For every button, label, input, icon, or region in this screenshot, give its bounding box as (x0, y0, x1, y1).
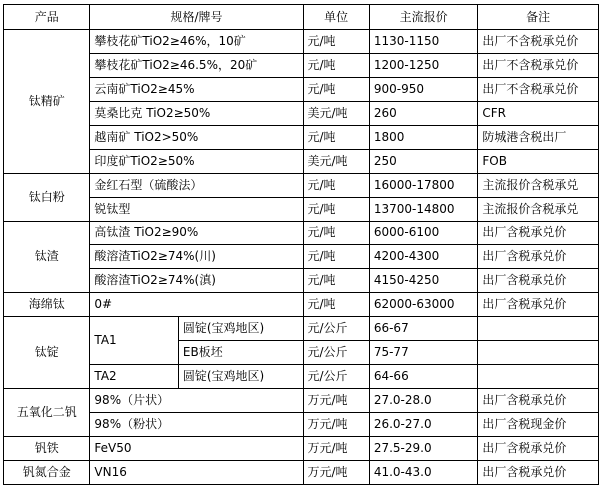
spec-cell: 圆锭(宝鸡地区) (178, 365, 303, 389)
price-cell: 1200-1250 (369, 53, 478, 77)
unit-cell: 元/吨 (303, 245, 369, 269)
table-body (4, 30, 599, 485)
note-cell: CFR (478, 101, 599, 125)
table-row (4, 53, 599, 77)
price-table (3, 4, 599, 485)
unit-cell: 元/吨 (303, 53, 369, 77)
spec-cell: 锐钛型 (90, 197, 303, 221)
note-cell (478, 365, 599, 389)
note-cell: 出厂含税现金价 (478, 413, 599, 437)
unit-cell: 元/吨 (303, 269, 369, 293)
spec-cell: 越南矿 TiO2>50% (90, 125, 303, 149)
table-row (4, 125, 599, 149)
table-row (4, 221, 599, 245)
header-price: 主流报价 (369, 5, 478, 30)
note-cell: 出厂含税承兑价 (478, 221, 599, 245)
spec-cell: 98%（粉状） (90, 413, 303, 437)
table-row (4, 149, 599, 173)
price-cell: 250 (369, 149, 478, 173)
table-row (4, 365, 599, 389)
price-cell: 66-67 (369, 317, 478, 341)
unit-cell: 万元/吨 (303, 436, 369, 460)
table-row (4, 317, 599, 341)
table-row (4, 245, 599, 269)
unit-cell: 美元/吨 (303, 101, 369, 125)
spec-cell: VN16 (90, 460, 303, 484)
spec-cell: 云南矿TiO2≥45% (90, 77, 303, 101)
price-cell: 27.0-28.0 (369, 389, 478, 413)
price-cell: 16000-17800 (369, 173, 478, 197)
price-cell: 6000-6100 (369, 221, 478, 245)
spec-cell: EB板坯 (178, 341, 303, 365)
spec-cell: 98%（片状） (90, 389, 303, 413)
spec-cell: 攀枝花矿TiO2≥46.5%，20矿 (90, 53, 303, 77)
table-row (4, 77, 599, 101)
table-row (4, 293, 599, 317)
note-cell: 出厂含税承兑价 (478, 460, 599, 484)
spec-cell: 酸溶渣TiO2≥74%(川) (90, 245, 303, 269)
price-cell: 1130-1150 (369, 30, 478, 54)
spec-cell: 圆锭(宝鸡地区) (178, 317, 303, 341)
table-row (4, 197, 599, 221)
price-cell: 900-950 (369, 77, 478, 101)
grade-cell: TA1 (90, 317, 178, 365)
price-cell: 4150-4250 (369, 269, 478, 293)
table-row (4, 389, 599, 413)
spec-cell: 0# (90, 293, 303, 317)
price-cell: 27.5-29.0 (369, 436, 478, 460)
price-cell: 62000-63000 (369, 293, 478, 317)
unit-cell: 万元/吨 (303, 389, 369, 413)
price-cell: 26.0-27.0 (369, 413, 478, 437)
table-row (4, 413, 599, 437)
unit-cell: 元/吨 (303, 197, 369, 221)
table-row (4, 436, 599, 460)
note-cell: 出厂不含税承兑价 (478, 53, 599, 77)
note-cell: FOB (478, 149, 599, 173)
unit-cell: 元/公斤 (303, 317, 369, 341)
spec-cell: 印度矿TiO2≥50% (90, 149, 303, 173)
note-cell: 主流报价含税承兑 (478, 197, 599, 221)
product-category: 钒铁 (4, 436, 90, 460)
unit-cell: 万元/吨 (303, 460, 369, 484)
unit-cell: 元/公斤 (303, 365, 369, 389)
note-cell: 出厂不含税承兑价 (478, 77, 599, 101)
price-cell: 4200-4300 (369, 245, 478, 269)
table-header-row (4, 5, 599, 30)
table-row (4, 30, 599, 54)
note-cell: 出厂不含税承兑价 (478, 30, 599, 54)
header-unit: 单位 (303, 5, 369, 30)
note-cell: 出厂含税承兑价 (478, 293, 599, 317)
price-cell: 75-77 (369, 341, 478, 365)
unit-cell: 元/吨 (303, 30, 369, 54)
product-category: 钛渣 (4, 221, 90, 293)
unit-cell: 元/吨 (303, 293, 369, 317)
note-cell: 出厂含税承兑价 (478, 389, 599, 413)
price-cell: 41.0-43.0 (369, 460, 478, 484)
price-cell: 1800 (369, 125, 478, 149)
table-row (4, 460, 599, 484)
unit-cell: 元/吨 (303, 125, 369, 149)
price-cell: 64-66 (369, 365, 478, 389)
note-cell: 出厂含税承兑价 (478, 269, 599, 293)
unit-cell: 美元/吨 (303, 149, 369, 173)
spec-cell: 高钛渣 TiO2≥90% (90, 221, 303, 245)
spec-cell: 攀枝花矿TiO2≥46%，10矿 (90, 30, 303, 54)
note-cell (478, 341, 599, 365)
table-row (4, 173, 599, 197)
unit-cell: 元/吨 (303, 173, 369, 197)
table-row (4, 101, 599, 125)
unit-cell: 万元/吨 (303, 413, 369, 437)
spec-cell: 金红石型（硫酸法） (90, 173, 303, 197)
header-spec: 规格/牌号 (90, 5, 303, 30)
note-cell: 出厂含税承兑价 (478, 245, 599, 269)
unit-cell: 元/吨 (303, 221, 369, 245)
product-category: 钛白粉 (4, 173, 90, 221)
note-cell: 防城港含税出厂 (478, 125, 599, 149)
price-cell: 13700-14800 (369, 197, 478, 221)
header-product: 产品 (4, 5, 90, 30)
note-cell: 出厂含税承兑价 (478, 436, 599, 460)
product-category: 钛精矿 (4, 30, 90, 174)
header-note: 备注 (478, 5, 599, 30)
grade-cell: TA2 (90, 365, 178, 389)
unit-cell: 元/吨 (303, 77, 369, 101)
note-cell: 主流报价含税承兑 (478, 173, 599, 197)
spec-cell: FeV50 (90, 436, 303, 460)
product-category: 钒氮合金 (4, 460, 90, 484)
note-cell (478, 317, 599, 341)
spec-cell: 酸溶渣TiO2≥74%(滇) (90, 269, 303, 293)
unit-cell: 元/公斤 (303, 341, 369, 365)
product-category: 钛锭 (4, 317, 90, 389)
product-category: 五氧化二钒 (4, 389, 90, 437)
spec-cell: 莫桑比克 TiO2≥50% (90, 101, 303, 125)
price-cell: 260 (369, 101, 478, 125)
table-row (4, 269, 599, 293)
product-category: 海绵钛 (4, 293, 90, 317)
